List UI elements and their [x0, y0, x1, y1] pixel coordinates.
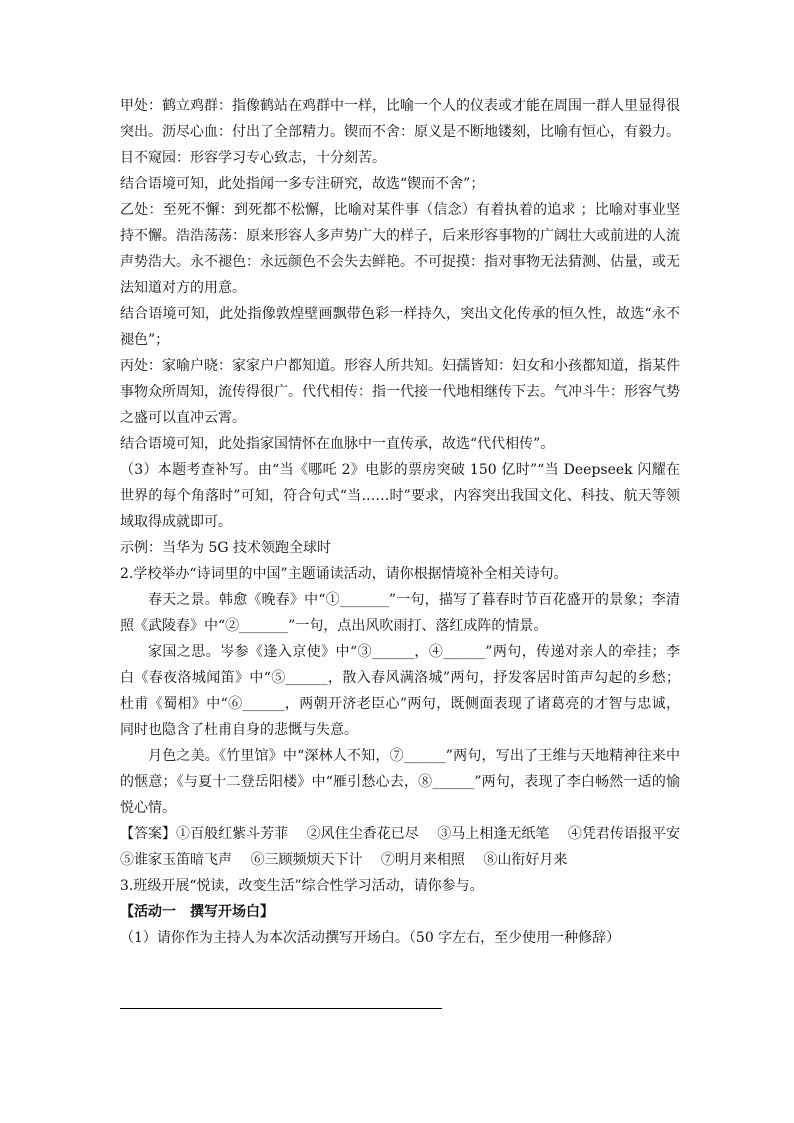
activity-heading: 【活动一 撰写开场白】	[120, 904, 274, 920]
question-2-title: 2.学校举办“诗词里的中国”主题诵读活动，请你根据情境补全相关诗句。	[120, 566, 568, 582]
answer-key: 【答案】①百般红紫斗芳菲 ②风住尘香花已尽 ③马上相逢无纸笔 ④凭君传语报平安 ⑤谁家玉笛暗飞声 ⑥三顾频烦天下计 ⑦明月来相照 ⑧山衔好月来	[120, 826, 699, 868]
paragraph-yi-explanation: 乙处：至死不懈：到死都不松懈，比喻对某件事（信念）有着执着的追求 ；比喻对事业坚持不懈。浩浩荡荡：原来形容人多声势广大的样子，后来形容事物的广阔壮大或前进的人流声势浩大。永不褪色：永远颜色不会失去鲜艳。不可捉摸：指对事物无法猜测、估量，或无法知道对方的用意。	[120, 202, 680, 296]
paragraph-yi-conclusion: 结合语境可知，此处指像敦煌壁画飘带色彩一样持久，突出文化传承的恒久性，故选“永不褪色”；	[120, 306, 680, 348]
paragraph-bing-conclusion: 结合语境可知，此处指家国情怀在血脉中一直传承，故选“代代相传”。	[120, 436, 555, 452]
poem-homeland: 家国之思。岑参《逢入京使》中“③______，④______”两句，传递对亲人的牵挂；李白《春夜洛城闻笛》中“⑤______，散入春风满洛城”两句，抒发客居时笛声勾起的乡愁；杜甫《蜀相》中“⑥______，两朝开济老臣心”两句，既侧面表现了诸葛亮的才智与忠诚，同时也隐含了杜甫自身的悲慨与失意。	[120, 644, 680, 738]
poem-spring-scene: 春天之景。韩愈《晚春》中“①_______”一句，描写了暮春时节百花盛开的景象；李清照《武陵春》中“②_______”一句，点出风吹雨打、落红成阵的情景。	[120, 592, 680, 634]
paragraph-bing-explanation: 丙处：家喻户晓：家家户户都知道。形容人所共知。妇孺皆知：妇女和小孩都知道，指某件事物众所周知，流传得很广。代代相传：指一代接一代地相继传下去。气冲斗牛：形容气势之盛可以直冲云霄。	[120, 358, 680, 426]
document-body	[120, 93, 699, 951]
paragraph-jia-explanation: 甲处：鹤立鸡群：指像鹤站在鸡群中一样，比喻一个人的仪表或才能在周围一群人里显得很突出。沥尽心血：付出了全部精力。锲而不舍：原义是不断地镂刻，比喻有恒心，有毅力。目不窥园：形容学习专心致志，十分刻苦。	[120, 98, 680, 166]
paragraph-example: 示例：当华为 5G 技术领跑全球时	[120, 540, 331, 556]
poem-moonlight: 月色之美。《竹里馆》中“深林人不知，⑦______”两句，写出了王维与天地精神往来中的惬意；《与夏十二登岳阳楼》中“雁引愁心去，⑧______”两句，表现了李白畅然一适的愉悦心情。	[120, 748, 680, 816]
paragraph-jia-conclusion: 结合语境可知，此处指闻一多专注研究，故选“锲而不舍”；	[120, 176, 485, 192]
question-3-title: 3.班级开展“悦读，改变生活”综合性学习活动，请你参与。	[120, 878, 484, 894]
paragraph-q3-explanation: （3）本题考查补写。由“当《哪吒 2》电影的票房突破 150 亿时”“当 Deepseek 闪耀在世界的每个角落时”可知，符合句式“当……时”要求，内容突出我国文化、科技、航天等领域取得成就即可。	[120, 462, 680, 530]
answer-blank-line[interactable]	[120, 1008, 442, 1009]
task-1-prompt: （1）请你作为主持人为本次活动撰写开场白。（50 字左右，至少使用一种修辞）	[120, 930, 621, 946]
